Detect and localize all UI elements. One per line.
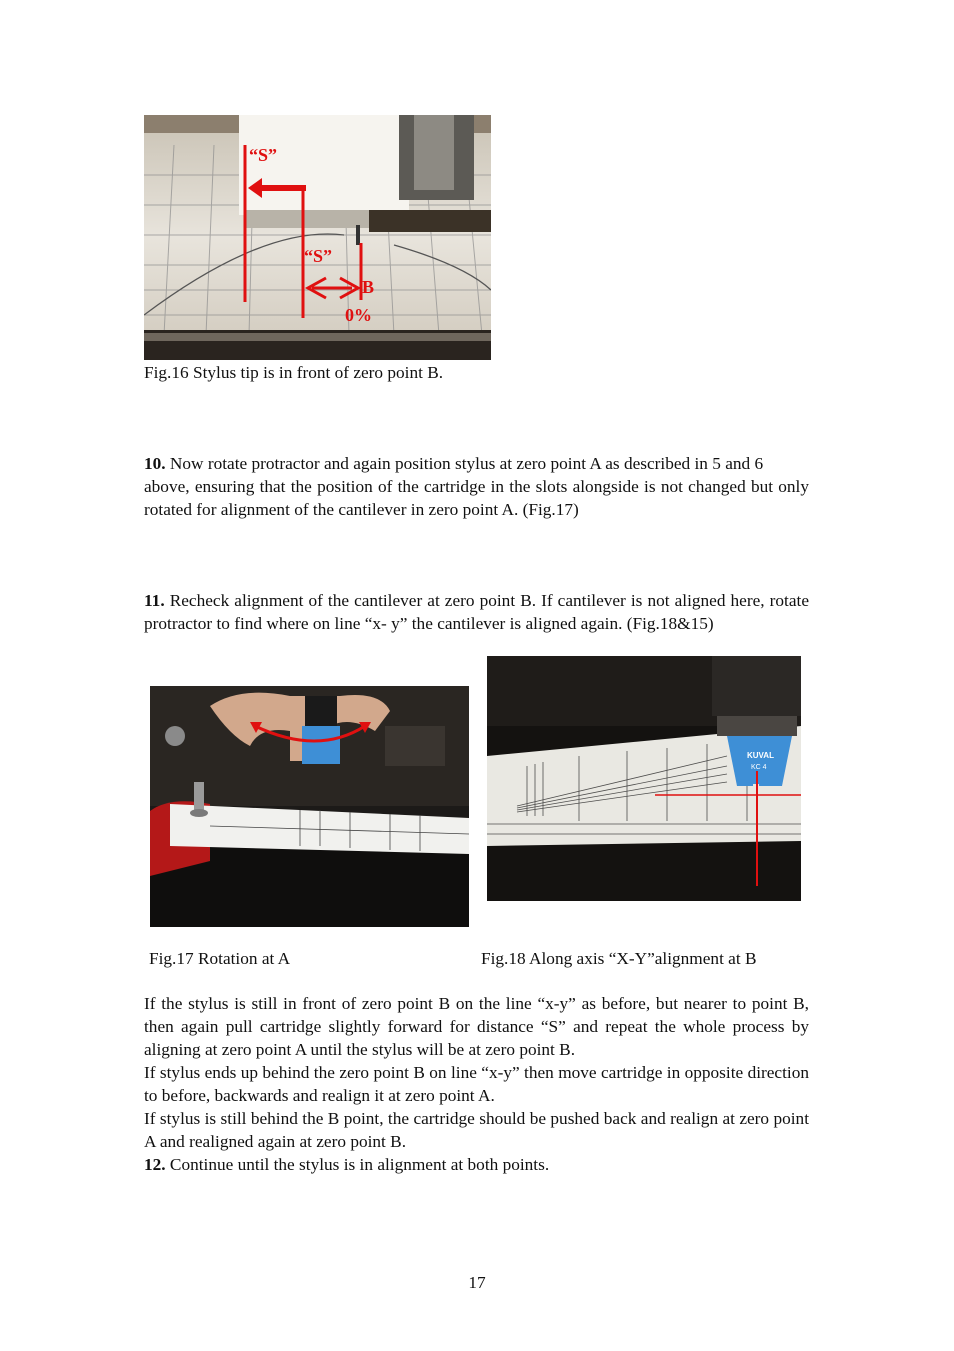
step-12-text: Continue until the stylus is in alignment at both points. (165, 1155, 550, 1174)
body-text (144, 992, 809, 1176)
fig16-label-s-mid: “S” (304, 246, 333, 266)
fig16-label-pct: 0% (345, 305, 372, 325)
fig16-label-b: B (362, 277, 375, 297)
fig17-caption: Fig.17 Rotation at A (149, 949, 291, 968)
step-11-text: Recheck alignment of the cantilever at zero point B. If cantilever is not aligned here, rotate protractor to find where on line “x- y” the cantilever is aligned again. (Fig.18&15) (144, 591, 809, 633)
step-12-number: 12. (144, 1155, 166, 1174)
step-10 (144, 452, 809, 521)
page-number: 17 (468, 1273, 486, 1292)
fig16-caption: Fig.16 Stylus tip is in front of zero point B. (144, 363, 444, 382)
fig17-photo (150, 686, 469, 927)
fig16-photo (144, 115, 491, 360)
step-11 (144, 589, 809, 635)
step-10-line1: Now rotate protractor and again position stylus at zero point A as described in 5 and 6 (165, 454, 764, 473)
step-10-line2: above, ensuring that the position of the cartridge in the slots alongside is not changed but only rotated for alignment of the cantilever in zero point A. (Fig.17) (144, 477, 809, 519)
body-para2: If stylus ends up behind the zero point B on line “x-y” then move cartridge in opposite direction to before, backwards and realign it at zero point A. (144, 1063, 809, 1105)
body-para3: If stylus is still behind the B point, the cartridge should be pushed back and realign at zero point A and realigned again at zero point B. (144, 1109, 809, 1151)
body-para1: If the stylus is still in front of zero point B on the line “x-y” as before, but nearer to point B, then again pull cartridge slightly forward for distance “S” and repeat the whole process by aligning at zero point A until the stylus will be at zero point B. (144, 994, 809, 1059)
fig18-photo (487, 656, 801, 901)
fig18-cartridge-brand: KUVAL (747, 751, 774, 760)
fig18-cartridge-model: KC 4 (751, 764, 767, 771)
step-10-number: 10. (144, 454, 166, 473)
fig16-label-s-top: “S” (249, 145, 278, 165)
step-11-number: 11. (144, 591, 165, 610)
fig18-caption: Fig.18 Along axis “X-Y”alignment at B (481, 949, 757, 968)
